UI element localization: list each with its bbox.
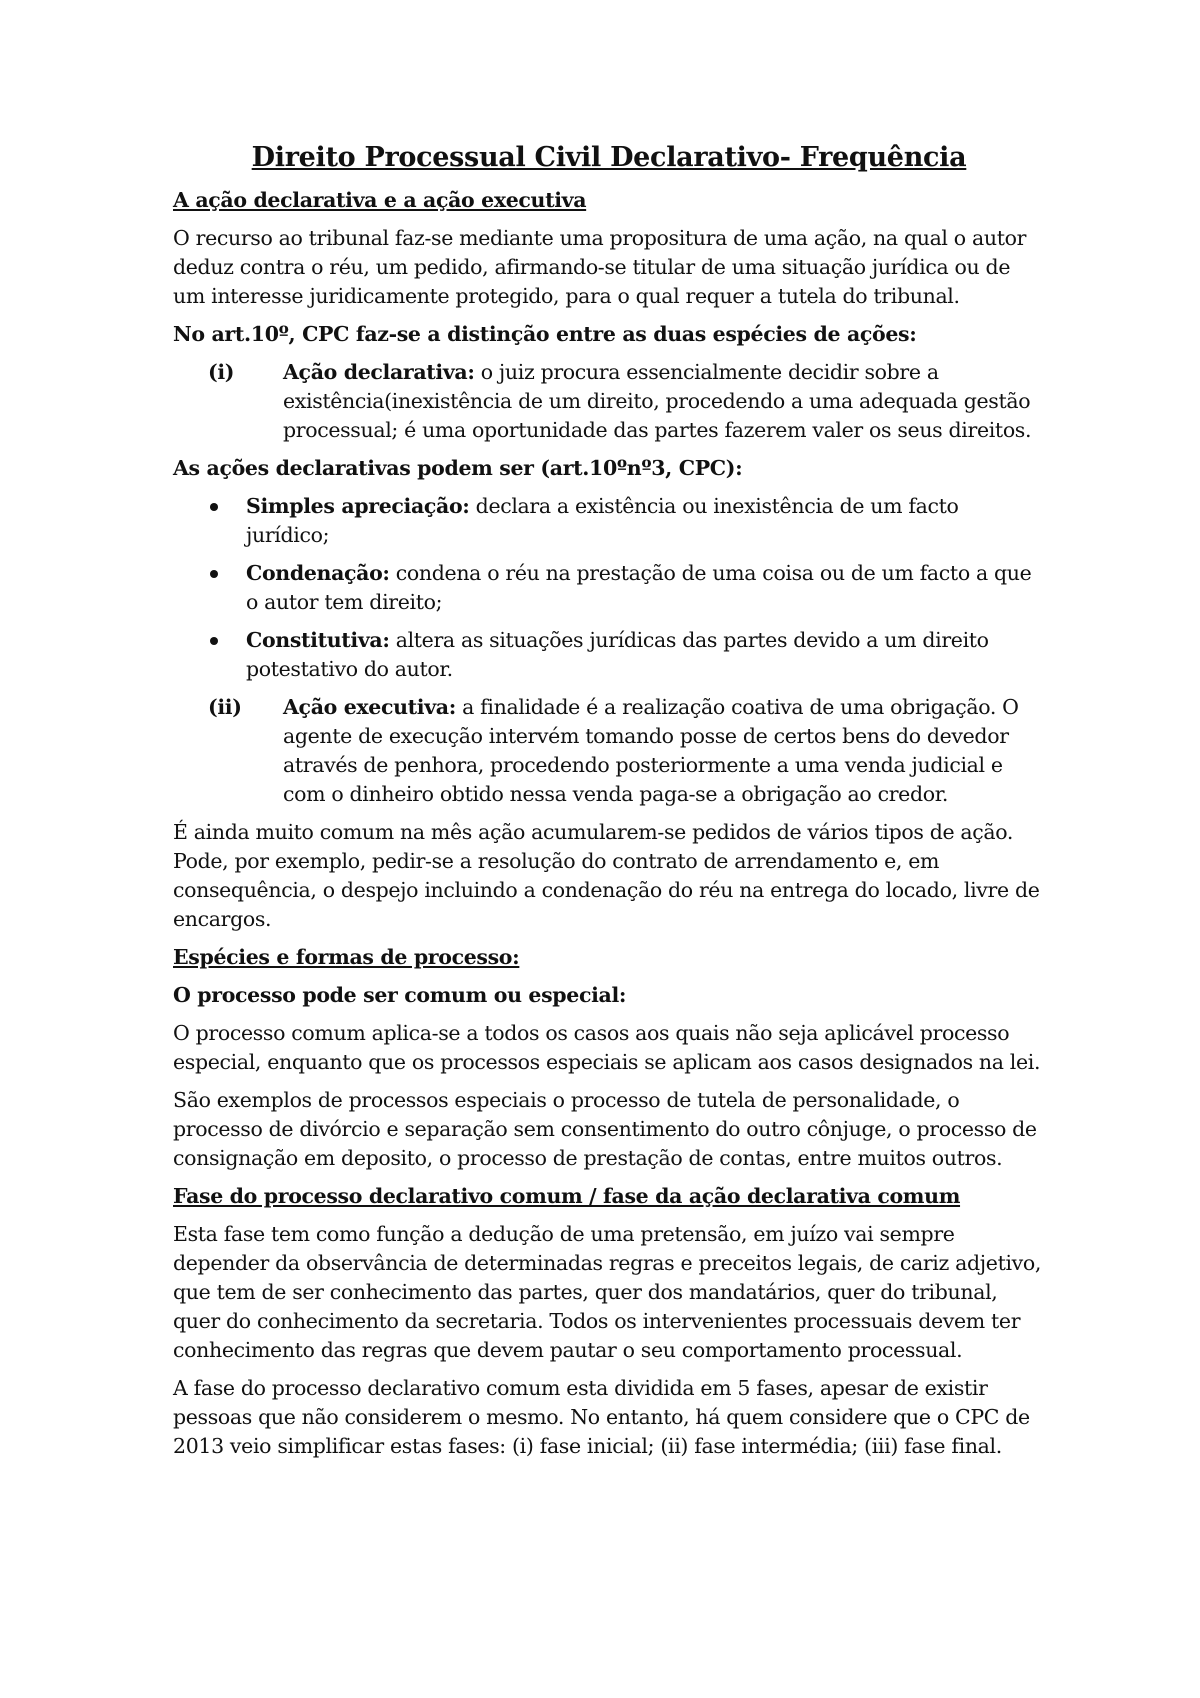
bullet-text: altera as situações jurídicas das partes devido a um direito potestativo do autor. — [246, 628, 989, 681]
paragraph-acumulacao: É ainda muito comum na mês ação acumularem-se pedidos de vários tipos de ação. Pode, por exemplo, pedir-se a resolução do contrato de arrendamento e, em consequência, o despejo incluindo a condenação do réu na entrega do locado, livre de encargos. — [173, 820, 1040, 931]
declarative-types-heading: As ações declarativas podem ser (art.10ºnº3, CPC): — [173, 456, 743, 480]
bullet-label: Condenação: — [246, 561, 390, 585]
document-page — [173, 140, 1045, 1470]
paragraph-fases: A fase do processo declarativo comum esta dividida em 5 fases, apesar de existir pessoas que não considerem o mesmo. No entanto, há quem considere que o CPC de 2013 veio simplificar estas fases: (i) fase inicial; (ii) fase intermédia; (iii) fase final. — [173, 1376, 1030, 1458]
process-heading: O processo pode ser comum ou especial: — [173, 983, 627, 1007]
item-ii-label: Ação executiva: — [283, 695, 456, 719]
section-heading-fase: Fase do processo declarativo comum / fase da ação declarativa comum — [173, 1184, 961, 1208]
bullet-label: Simples apreciação: — [246, 494, 470, 518]
paragraph-processo-comum: O processo comum aplica-se a todos os casos aos quais não seja aplicável processo especial, enquanto que os processos especiais se aplicam aos casos designados na lei. — [173, 1021, 1041, 1074]
bullet-text: condena o réu na prestação de uma coisa ou de um facto a que o autor tem direito; — [246, 561, 1032, 614]
bullet-item-constitutiva — [173, 626, 1045, 684]
bullet-item-condenacao — [173, 559, 1045, 617]
roman-marker-ii: (ii) — [208, 695, 242, 719]
section-heading-acao: A ação declarativa e a ação executiva — [173, 188, 587, 212]
paragraph-funcao: Esta fase tem como função a dedução de uma pretensão, em juízo vai sempre depender da observância de determinadas regras e preceitos legais, de cariz adjetivo, que tem de ser conhecimento das partes, quer dos mandatários, quer do tribunal, quer do conhecimento da secretaria. Todos os intervenientes processuais devem ter conhecimento das regras que devem pautar o seu comportamento processual. — [173, 1222, 1042, 1362]
roman-item-ii — [173, 693, 1045, 809]
distinction-heading: No art.10º, CPC faz-se a distinção entre as duas espécies de ações: — [173, 322, 917, 346]
item-i-label: Ação declarativa: — [283, 360, 475, 384]
bullet-label: Constitutiva: — [246, 628, 390, 652]
item-i-text: o juiz procura essencialmente decidir sobre a existência(inexistência de um direito, procedendo a uma adequada gestão processual; é uma oportunidade das partes fazerem valer os seus direitos. — [283, 360, 1032, 442]
bullet-dot-icon — [210, 570, 218, 578]
bullet-dot-icon — [210, 637, 218, 645]
roman-marker-i: (i) — [208, 360, 235, 384]
section-heading-especies: Espécies e formas de processo: — [173, 945, 520, 969]
paragraph-exemplos: São exemplos de processos especiais o processo de tutela de personalidade, o processo de divórcio e separação sem consentimento do outro cônjuge, o processo de consignação em deposito, o processo de prestação de contas, entre muitos outros. — [173, 1088, 1037, 1170]
item-ii-text: a finalidade é a realização coativa de uma obrigação. O agente de execução intervém tomando posse de certos bens do devedor através de penhora, procedendo posteriormente a uma venda judicial e com o dinheiro obtido nessa venda paga-se a obrigação ao credor. — [283, 695, 1019, 806]
roman-item-i — [173, 358, 1045, 445]
bullet-dot-icon — [210, 503, 218, 511]
bullet-item-simples — [173, 492, 1045, 550]
paragraph-recurso: O recurso ao tribunal faz-se mediante uma propositura de uma ação, na qual o autor deduz contra o réu, um pedido, afirmando-se titular de uma situação jurídica ou de um interesse juridicamente protegido, para o qual requer a tutela do tribunal. — [173, 226, 1027, 308]
bullet-text: declara a existência ou inexistência de um facto jurídico; — [246, 494, 959, 547]
document-title: Direito Processual Civil Declarativo- Frequência — [251, 142, 967, 173]
